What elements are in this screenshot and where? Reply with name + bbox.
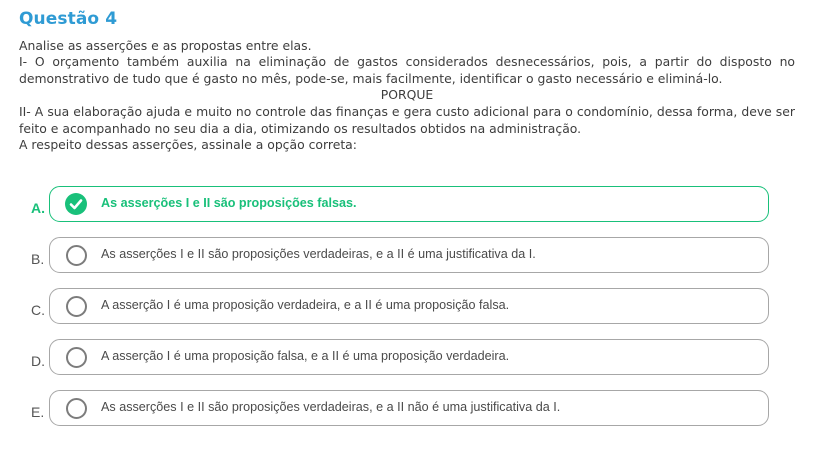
question-title: Questão 4 (19, 9, 118, 29)
radio-button[interactable] (66, 398, 87, 419)
option-letter: C. (31, 302, 45, 318)
radio-button[interactable] (66, 347, 87, 368)
check-circle-icon (65, 193, 87, 215)
option-letter: A. (31, 200, 45, 216)
option-text: A asserção I é uma proposição falsa, e a II é uma proposição verdadeira. (101, 349, 510, 363)
radio-button[interactable] (66, 245, 87, 266)
assertion-1: I- O orçamento também auxilia na eliminação de gastos considerados desnecessários, pois, a partir do disposto no demonstrativo de tudo que é gasto no mês, pode-se, mais facilmente, identificar o gasto necessário e eliminá-lo. (19, 54, 795, 86)
option-text: As asserções I e II são proposições falsas. (101, 196, 357, 210)
option-box[interactable] (49, 288, 769, 324)
option-b[interactable] (19, 237, 771, 273)
assertion-2: II- A sua elaboração ajuda e muito no controle das finanças e gera custo adicional para o condomínio, dessa forma, deve ser feito e acompanhado no seu dia a dia, otimizando os resultados obtidos na administração. (19, 104, 795, 136)
option-letter: B. (31, 251, 45, 267)
option-text: As asserções I e II são proposições verdadeiras, e a II é uma justificativa da I. (101, 247, 536, 261)
option-box[interactable] (49, 237, 769, 273)
option-e[interactable] (19, 390, 771, 426)
option-text: As asserções I e II são proposições verdadeiras, e a II não é uma justificativa da I. (101, 400, 561, 414)
radio-button[interactable] (66, 296, 87, 317)
option-c[interactable] (19, 288, 771, 324)
connector-text: PORQUE (380, 87, 434, 102)
question-intro: Analise as asserções e as propostas entre elas. (19, 38, 312, 53)
option-box[interactable] (49, 186, 769, 222)
question-prompt: A respeito dessas asserções, assinale a opção correta: (19, 137, 357, 152)
option-letter: E. (31, 404, 45, 420)
option-letter: D. (31, 353, 45, 369)
option-box[interactable] (49, 339, 769, 375)
option-text: A asserção I é uma proposição verdadeira, e a II é uma proposição falsa. (101, 298, 510, 312)
option-a[interactable] (19, 186, 771, 222)
option-box[interactable] (49, 390, 769, 426)
option-d[interactable] (19, 339, 771, 375)
